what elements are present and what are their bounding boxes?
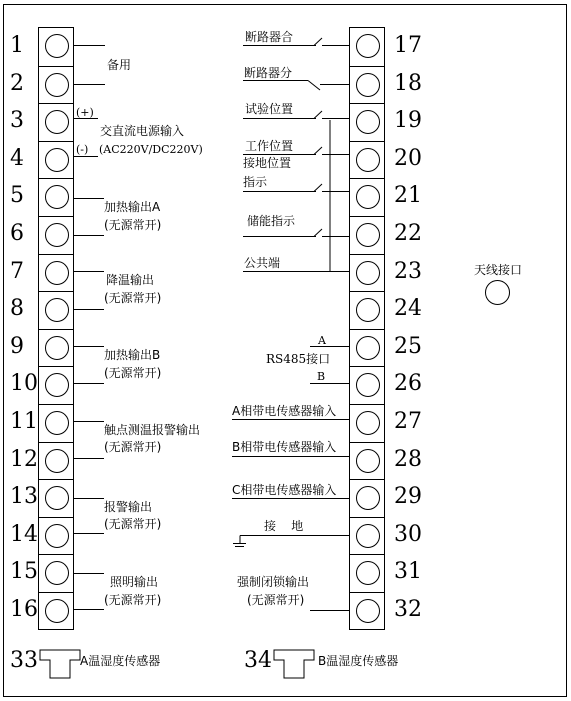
label-common: 公共端	[244, 256, 281, 270]
terminal-number-27: 27	[394, 409, 422, 434]
right-terminal-cell	[350, 178, 384, 216]
terminal-number-18: 18	[394, 70, 422, 96]
label-rs485: RS485接口	[266, 352, 331, 366]
left-terminal-cell	[39, 442, 73, 480]
left-terminal-cell	[39, 141, 73, 179]
terminal-screw-17[interactable]	[356, 34, 380, 58]
left-terminal-cell	[39, 404, 73, 442]
right-terminal-cell	[350, 28, 384, 66]
terminal-number-33: 33	[10, 648, 38, 673]
terminal-screw-1[interactable]	[45, 34, 69, 58]
terminal-number-32: 32	[394, 597, 422, 622]
terminal-screw-15[interactable]	[45, 561, 69, 585]
terminal-number-22: 22	[394, 221, 422, 246]
terminal-number-20: 20	[394, 145, 422, 171]
label-sensor-b: B相带电传感器输入	[232, 440, 337, 454]
label-minus: (-)	[76, 143, 89, 156]
left-terminal-strip	[38, 27, 74, 630]
label-passive-7: (无源常开)	[247, 593, 305, 607]
label-sensor-c: C相带电传感器输入	[232, 483, 337, 497]
terminal-screw-16[interactable]	[45, 599, 69, 623]
right-terminal-cell	[350, 592, 384, 630]
terminal-screw-13[interactable]	[45, 486, 69, 510]
label-passive-6: (无源常开)	[104, 593, 162, 607]
left-terminal-cell	[39, 517, 73, 555]
label-plus: (+)	[76, 106, 94, 119]
terminal-screw-5[interactable]	[45, 185, 69, 209]
terminal-screw-27[interactable]	[356, 411, 380, 435]
terminal-number-4: 4	[10, 145, 24, 171]
label-power-spec: (AC220V/DC220V)	[99, 143, 203, 156]
left-terminal-cell	[39, 592, 73, 630]
label-spare: 备用	[107, 58, 132, 72]
terminal-screw-25[interactable]	[356, 336, 380, 360]
terminal-number-29: 29	[394, 484, 422, 510]
terminal-number-15: 15	[10, 559, 38, 585]
label-cool: 降温输出	[106, 273, 155, 287]
terminal-screw-12[interactable]	[45, 449, 69, 473]
label-energy-storage: 储能指示	[247, 214, 296, 228]
label-power-spec-text: AC220V/DC220V)	[103, 143, 203, 156]
terminal-number-23: 23	[394, 258, 422, 284]
label-power-input: 交直流电源输入	[100, 124, 185, 138]
label-humidity-sensor-a: A温湿度传感器	[80, 654, 161, 668]
terminal-screw-30[interactable]	[356, 524, 380, 548]
right-terminal-cell	[350, 404, 384, 442]
terminal-screw-28[interactable]	[356, 449, 380, 473]
terminal-number-8: 8	[10, 296, 24, 322]
label-passive-4: (无源常开)	[104, 440, 162, 454]
label-sensor-a: A相带电传感器输入	[232, 404, 337, 418]
label-heat-a: 加热输出A	[104, 200, 161, 214]
terminal-screw-6[interactable]	[45, 223, 69, 247]
terminal-screw-7[interactable]	[45, 261, 69, 285]
right-terminal-strip	[349, 27, 385, 630]
label-lock-output: 强制闭锁输出	[237, 575, 310, 589]
terminal-number-24: 24	[394, 296, 422, 322]
left-terminal-cell	[39, 479, 73, 517]
terminal-screw-23[interactable]	[356, 261, 380, 285]
left-terminal-cell	[39, 103, 73, 141]
label-breaker-close: 断路器合	[245, 30, 294, 44]
terminal-screw-14[interactable]	[45, 524, 69, 548]
terminal-number-12: 12	[10, 446, 38, 472]
terminal-screw-29[interactable]	[356, 486, 380, 510]
terminal-number-26: 26	[394, 371, 422, 397]
terminal-number-11: 11	[10, 409, 38, 434]
terminal-number-31: 31	[394, 559, 422, 585]
left-terminal-cell	[39, 216, 73, 254]
left-terminal-cell	[39, 291, 73, 329]
terminal-number-25: 25	[394, 333, 422, 359]
terminal-number-28: 28	[394, 446, 422, 472]
terminal-number-7: 7	[10, 258, 24, 284]
label-passive-2: (无源常开)	[104, 291, 162, 305]
right-terminal-cell	[350, 216, 384, 254]
terminal-number-21: 21	[394, 183, 422, 209]
right-terminal-cell	[350, 141, 384, 179]
label-ground: 接 地	[264, 519, 304, 533]
terminal-number-10: 10	[10, 371, 38, 397]
right-terminal-cell	[350, 254, 384, 292]
terminal-screw-11[interactable]	[45, 411, 69, 435]
right-terminal-cell	[350, 442, 384, 480]
terminal-number-30: 30	[394, 521, 422, 547]
left-terminal-cell	[39, 366, 73, 404]
right-terminal-cell	[350, 291, 384, 329]
right-terminal-cell	[350, 329, 384, 367]
label-passive-3: (无源常开)	[104, 366, 162, 380]
label-antenna: 天线接口	[474, 263, 523, 277]
antenna-port[interactable]	[485, 280, 510, 305]
terminal-screw-3[interactable]	[45, 110, 69, 134]
left-terminal-cell	[39, 178, 73, 216]
label-passive-5: (无源常开)	[104, 517, 162, 531]
label-rs485-b: B	[317, 370, 326, 383]
terminal-screw-20[interactable]	[356, 148, 380, 172]
terminal-screw-22[interactable]	[356, 223, 380, 247]
right-terminal-cell	[350, 479, 384, 517]
label-alarm: 报警输出	[104, 500, 153, 514]
label-test-position: 试验位置	[245, 102, 294, 116]
label-humidity-sensor-b: B温湿度传感器	[318, 654, 399, 668]
label-passive-1: (无源常开)	[104, 218, 162, 232]
left-terminal-cell	[39, 254, 73, 292]
right-terminal-cell	[350, 66, 384, 104]
right-terminal-cell	[350, 554, 384, 592]
terminal-number-14: 14	[10, 521, 38, 547]
terminal-screw-19[interactable]	[356, 110, 380, 134]
terminal-screw-32[interactable]	[356, 599, 380, 623]
terminal-screw-21[interactable]	[356, 185, 380, 209]
terminal-number-34: 34	[244, 648, 272, 673]
terminal-screw-31[interactable]	[356, 561, 380, 585]
right-terminal-cell	[350, 366, 384, 404]
terminal-screw-9[interactable]	[45, 336, 69, 360]
left-terminal-cell	[39, 66, 73, 104]
label-indicate: 指示	[243, 175, 268, 189]
label-earth-position: 接地位置	[243, 156, 292, 170]
right-terminal-cell	[350, 103, 384, 141]
left-terminal-cell	[39, 554, 73, 592]
terminal-number-17: 17	[394, 33, 422, 58]
terminal-number-2: 2	[10, 70, 24, 96]
terminal-screw-26[interactable]	[356, 373, 380, 397]
terminal-screw-18[interactable]	[356, 73, 380, 97]
terminal-screw-10[interactable]	[45, 373, 69, 397]
label-light: 照明输出	[110, 575, 159, 589]
terminal-number-9: 9	[10, 333, 24, 359]
label-work-position: 工作位置	[245, 139, 294, 153]
left-terminal-cell	[39, 28, 73, 66]
terminal-number-19: 19	[394, 108, 422, 134]
terminal-screw-24[interactable]	[356, 298, 380, 322]
label-rs485-a: A	[318, 334, 326, 347]
label-breaker-open: 断路器分	[244, 66, 293, 80]
terminal-number-16: 16	[10, 597, 38, 622]
label-contact-alarm: 触点测温报警输出	[104, 423, 201, 437]
terminal-screw-4[interactable]	[45, 148, 69, 172]
terminal-number-3: 3	[10, 108, 24, 134]
right-terminal-cell	[350, 517, 384, 555]
terminal-screw-8[interactable]	[45, 298, 69, 322]
terminal-number-13: 13	[10, 484, 38, 510]
terminal-number-5: 5	[10, 183, 24, 209]
terminal-number-6: 6	[10, 221, 24, 246]
terminal-screw-2[interactable]	[45, 73, 69, 97]
label-heat-b: 加热输出B	[104, 348, 161, 362]
left-terminal-cell	[39, 329, 73, 367]
terminal-number-1: 1	[10, 33, 24, 58]
